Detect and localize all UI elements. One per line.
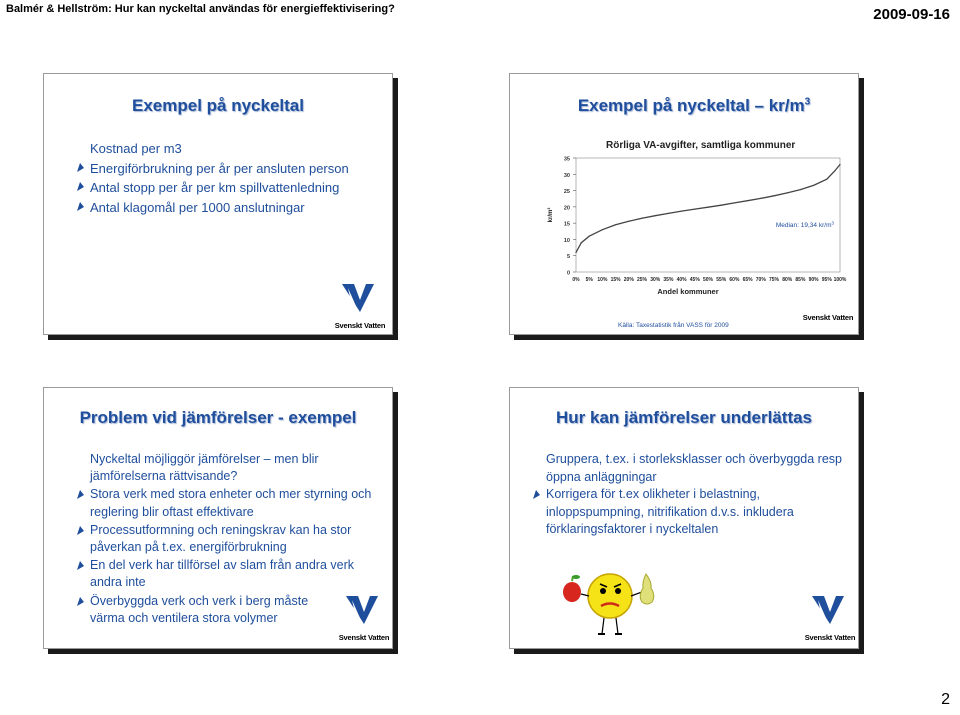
x-axis-label: Andel kommuner: [657, 287, 719, 296]
y-tick-label: 35: [563, 156, 570, 163]
bullet-icon: [76, 525, 85, 536]
plot-area: [576, 158, 840, 272]
list-item: Antal stopp per år per km spillvattenledning: [76, 178, 386, 198]
data-point: [694, 209, 695, 210]
data-point: [707, 207, 708, 208]
slide-1: [43, 73, 393, 335]
fruit-character-illustration: [560, 570, 670, 640]
logo-mark-icon: [342, 594, 382, 626]
x-tick-label: 75%: [768, 277, 780, 283]
data-point: [602, 229, 603, 230]
data-point: [615, 224, 616, 225]
bullet-icon: [76, 201, 85, 212]
bullet-icon: [76, 560, 85, 571]
y-tick-label: 0: [566, 270, 570, 277]
x-tick-label: 65%: [742, 277, 753, 283]
x-tick-label: 15%: [610, 277, 621, 283]
x-tick-label: 85%: [795, 277, 806, 283]
x-tick-label: 5%: [585, 277, 593, 283]
median-annotation: Median: 19,34 $kr/m^3$: [775, 220, 834, 230]
x-tick-label: 40%: [676, 277, 687, 283]
data-point: [834, 170, 835, 171]
bullet-icon: [532, 489, 541, 500]
data-point: [839, 164, 840, 165]
bullet-icon: [76, 489, 85, 500]
data-point: [760, 198, 761, 199]
chart: [540, 132, 850, 302]
x-tick-label: 50%: [702, 277, 714, 283]
slide-title: Hur kan jämförelser underlättas: [555, 408, 813, 427]
logo-mark-icon: [338, 282, 378, 314]
x-tick-label: 100%: [833, 277, 847, 283]
slide-4: [509, 387, 859, 649]
data-point: [721, 205, 722, 206]
bullet-icon: [76, 162, 85, 173]
y-tick-label: 20: [563, 205, 570, 212]
document-header-title: Balmér & Hellström: Hur kan nyckeltal användas för energieffektivisering?: [6, 3, 395, 15]
list-item: Kostnad per m3: [90, 141, 182, 156]
list-item: Överbyggda verk och verk i berg måste värma och ventilera stora volymer: [76, 593, 376, 627]
slide-title: Problem vid jämförelser - exempel: [79, 408, 357, 427]
x-tick-label: 80%: [782, 277, 793, 283]
list-item: Processutformning och reningskrav kan ha stor påverkan på t.ex. energiförbrukning: [76, 522, 376, 556]
document-date: 2009-09-16: [873, 6, 950, 23]
svenskt-vatten-logo: Svenskt Vatten: [330, 282, 390, 330]
y-tick-label: 25: [563, 189, 570, 196]
chart-source: Källa: Taxestatistik från VASS för 2009: [618, 322, 729, 329]
list-item: En del verk har tillförsel av slam från andra verk andra inte: [76, 557, 376, 591]
y-tick-label: 10: [563, 237, 570, 244]
y-axis-label: kr/m³: [548, 207, 554, 223]
bullet-icon: [76, 181, 85, 192]
data-point: [800, 189, 801, 190]
slide-2: [509, 73, 859, 335]
data-point: [826, 179, 827, 180]
data-point: [641, 218, 642, 219]
x-tick-label: 55%: [716, 277, 727, 283]
bullet-list: [76, 451, 376, 628]
chart-title: Rörliga VA-avgifter, samtliga kommuner: [606, 140, 796, 151]
svenskt-vatten-logo: Svenskt Vatten: [334, 594, 393, 642]
data-point: [773, 195, 774, 196]
bullet-icon: [76, 596, 85, 607]
slide-title: Exempel på nyckeltal: [132, 96, 304, 115]
y-tick-label: 15: [563, 221, 570, 228]
data-point: [668, 213, 669, 214]
data-point: [628, 221, 629, 222]
x-tick-label: 25%: [636, 277, 648, 283]
data-point: [813, 185, 814, 186]
data-point: [681, 210, 682, 211]
x-tick-label: 70%: [755, 277, 766, 283]
x-tick-label: 10%: [597, 277, 608, 283]
x-tick-label: 0%: [572, 277, 580, 283]
svenskt-vatten-logo: Svenskt Vatten: [802, 313, 854, 322]
bullet-list: [76, 139, 386, 217]
list-item: Energiförbrukning per år per ansluten person: [76, 159, 386, 179]
data-point: [575, 252, 576, 253]
list-item: Stora verk med stora enheter och mer styrning och reglering blir oftast effektivare: [76, 486, 376, 520]
chart-svg: [540, 132, 850, 302]
slide-title: Exempel på nyckeltal – $kr/m^3$: [577, 96, 811, 115]
list-item: Korrigera för t.ex olikheter i belastning, inloppspumpning, nitrifikation d.v.s. inkludera förklaringsfaktorer i nyckeltalen: [532, 486, 852, 539]
y-tick-label: 30: [563, 172, 570, 179]
y-tick-label: 5: [566, 254, 570, 261]
list-item: Gruppera, t.ex. i storleksklasser och överbyggda resp öppna anläggningar: [546, 452, 842, 484]
slide-3: [43, 387, 393, 649]
data-point: [589, 236, 590, 237]
data-point: [787, 192, 788, 193]
page-number: 2: [941, 691, 950, 708]
x-tick-label: 20%: [623, 277, 634, 283]
x-tick-label: 60%: [729, 277, 740, 283]
x-tick-label: 30%: [650, 277, 661, 283]
svenskt-vatten-logo: Svenskt Vatten: [800, 594, 859, 642]
data-point: [734, 202, 735, 203]
x-tick-label: 95%: [821, 277, 832, 283]
data-point: [747, 200, 748, 201]
logo-mark-icon: [808, 594, 848, 626]
data-point: [581, 242, 582, 243]
x-tick-label: 35%: [663, 277, 674, 283]
bullet-list: [532, 451, 852, 539]
list-item: Nyckeltal möjliggör jämförelser – men blir jämförelserna rättvisande?: [90, 452, 319, 484]
list-item: Antal klagomål per 1000 anslutningar: [76, 198, 386, 218]
x-tick-label: 90%: [808, 277, 819, 283]
data-point: [655, 215, 656, 216]
x-tick-label: 45%: [689, 277, 700, 283]
